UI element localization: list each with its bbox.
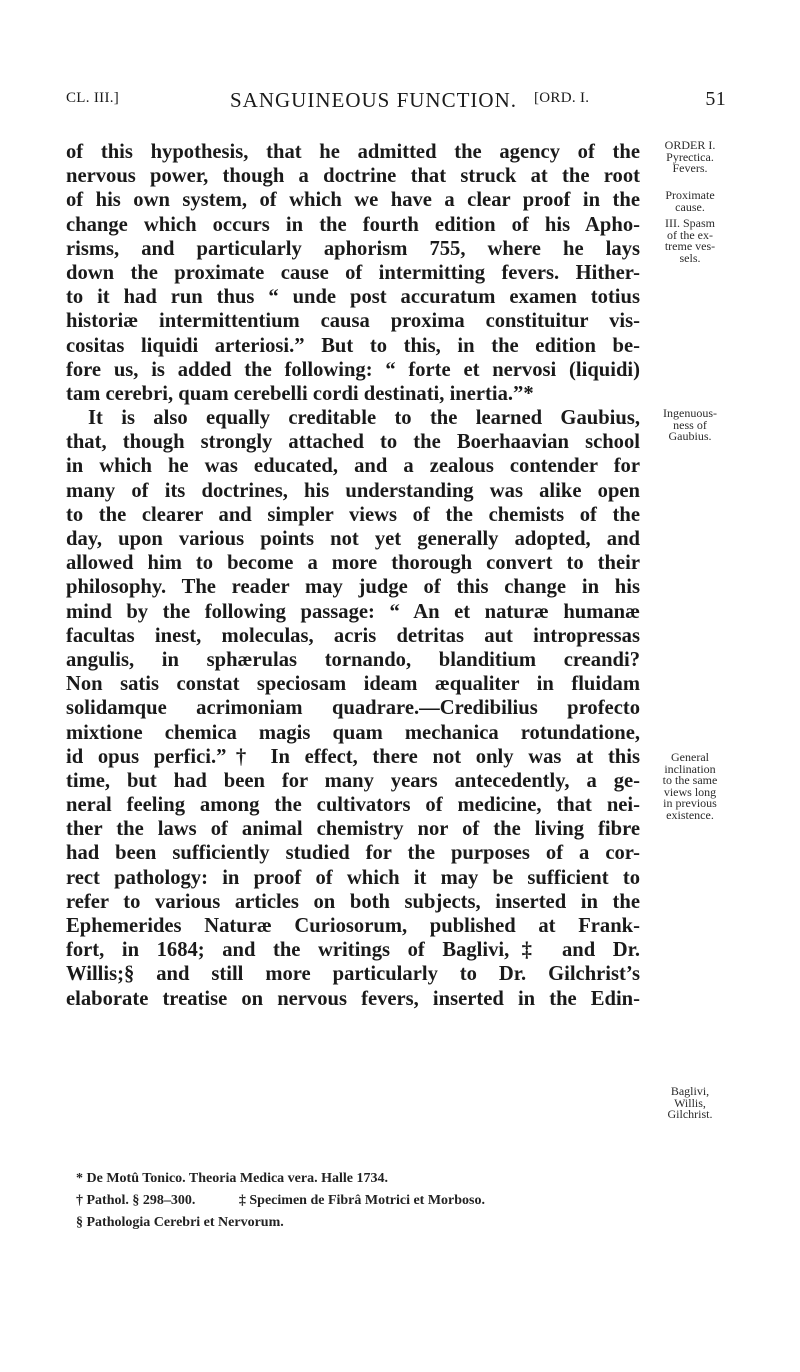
text-line: elaborate treatise on nervous fevers, inserted in the Edin- — [66, 987, 640, 1010]
body-text — [66, 140, 640, 1011]
text-line: Willis;§ and still more particularly to Dr. Gilchrist’s — [66, 963, 640, 986]
text-line: down the proximate cause of intermitting fevers. Hither- — [66, 261, 640, 284]
margin-note-line: of the ex- — [667, 227, 713, 242]
text-line: tam cerebri, quam cerebelli cordi destinati, inertia.”* — [66, 382, 534, 405]
margin-note-line: treme ves- — [664, 239, 716, 253]
margin-note-order — [640, 140, 740, 175]
margin-note-line: Gaubius. — [668, 429, 712, 443]
margin-note-line: existence. — [666, 807, 714, 822]
text-line: of his own system, of which we have a clear proof in the — [66, 189, 640, 212]
text-line: that, though strongly attached to the Boerhaavian school — [66, 431, 640, 454]
margin-note-line: in previous — [663, 796, 717, 810]
footnote: * De Motû Tonico. Theoria Medica vera. Halle 1734. — [76, 1171, 388, 1186]
margin-note-line: Baglivi, — [670, 1084, 710, 1098]
text-line: fore us, is added the following: “ forte et nervosi (liquidi) — [66, 358, 640, 381]
footnotes — [66, 1168, 706, 1234]
text-line: angulis, in sphærulas tornando, blanditium creandi? — [66, 648, 640, 671]
text-line: in which he was educated, and a zealous contender for — [66, 455, 640, 478]
header-chapter: CL. III.] — [66, 90, 120, 106]
margin-note-line: Proximate — [665, 188, 715, 202]
text-line: rect pathology: in proof of which it may be sufficient to — [66, 866, 640, 889]
margin-note-line: Fevers. — [672, 161, 708, 175]
text-line: allowed him to become a more thorough convert to their — [66, 552, 640, 575]
margin-note-general — [640, 752, 740, 821]
text-line: mind by the following passage: “ An et naturæ humanæ — [66, 600, 640, 623]
text-line: solidamque acrimoniam quadrare.—Credibilius profecto — [66, 697, 640, 720]
margin-note-gaubius — [640, 408, 740, 443]
text-line: Ephemerides Naturæ Curiosorum, published at Frank- — [66, 915, 640, 937]
margin-note-line: views long — [663, 784, 717, 799]
text-line: time, but had been for many years antecedently, a ge- — [66, 769, 640, 792]
footnote: † Pathol. § 298–300. — [76, 1193, 196, 1208]
text-line: to the clearer and simpler views of the chemists of the — [66, 503, 640, 526]
header-title: SANGUINEOUS FUNCTION. — [230, 88, 518, 112]
margin-note-line: sels. — [679, 250, 701, 265]
text-line: neral feeling among the cultivators of medicine, that nei- — [66, 794, 640, 817]
margin-note-spasm — [640, 218, 740, 264]
text-line: mixtione chemica magis quam mechanica rotundatione, — [66, 721, 640, 744]
footnote: ‡ Specimen de Fibrâ Motrici et Morboso. — [238, 1193, 486, 1208]
margin-note-line: III. Spasm — [665, 216, 715, 230]
text-line: had been sufficiently studied for the purposes of a cor- — [66, 842, 640, 865]
margin-note-line: Ingenuous- — [663, 406, 717, 420]
text-line: many of its doctrines, his understanding was alike open — [66, 479, 640, 502]
text-line: facultas inest, moleculas, acris detritas aut intropressas — [66, 624, 640, 647]
margin-note-line: General — [671, 750, 709, 764]
margin-note-proximate — [640, 190, 740, 213]
text-line: fort, in 1684; and the writings of Baglivi,‡ and Dr. — [66, 939, 640, 962]
text-line: refer to various articles on both subjects, inserted in the — [66, 890, 640, 913]
text-line: cositas liquidi arteriosi.” But to this, in the edition be- — [66, 334, 640, 357]
text-line: day, upon various points not yet generally adopted, and — [66, 528, 640, 550]
footnote-row — [66, 1190, 706, 1212]
margin-note-line: to the same — [662, 773, 718, 787]
margin-note-line: ness of — [673, 417, 707, 432]
margin-note-line: cause. — [675, 199, 705, 214]
text-line: nervous power, though a doctrine that struck at the root — [66, 165, 640, 188]
page-number: 51 — [705, 88, 726, 110]
text-line: It is also equally creditable to the learned Gaubius, — [88, 407, 640, 430]
header-order: [ORD. I. — [534, 90, 590, 106]
text-line: of this hypothesis, that he admitted the agency of the — [66, 141, 640, 163]
text-line: risms, and particularly aphorism 755, where he lays — [66, 237, 640, 260]
margin-note-line: inclination — [664, 761, 716, 776]
text-line: id opus perfici.”† In effect, there not only was at this — [66, 745, 640, 768]
margin-note-line: Pyrectica. — [666, 149, 714, 164]
text-line: philosophy. The reader may judge of this change in his — [66, 576, 640, 599]
margin-note-line: Willis, — [674, 1095, 706, 1110]
text-line: Non satis constat speciosam ideam æqualiter in fluidam — [66, 673, 640, 696]
margin-note-line: ORDER I. — [664, 138, 716, 152]
text-line: historiæ intermittentium causa proxima constituitur vis- — [66, 310, 640, 333]
margin-note-baglivi — [640, 1086, 740, 1121]
running-header — [66, 88, 726, 118]
text-line: to it had run thus “ unde post accuratum examen totius — [66, 286, 640, 309]
text-line: change which occurs in the fourth edition of his Apho- — [66, 213, 640, 236]
text-line: ther the laws of animal chemistry nor of the living fibre — [66, 818, 640, 841]
margin-note-line: Gilchrist. — [667, 1107, 713, 1121]
footnote: § Pathologia Cerebri et Nervorum. — [76, 1215, 284, 1230]
